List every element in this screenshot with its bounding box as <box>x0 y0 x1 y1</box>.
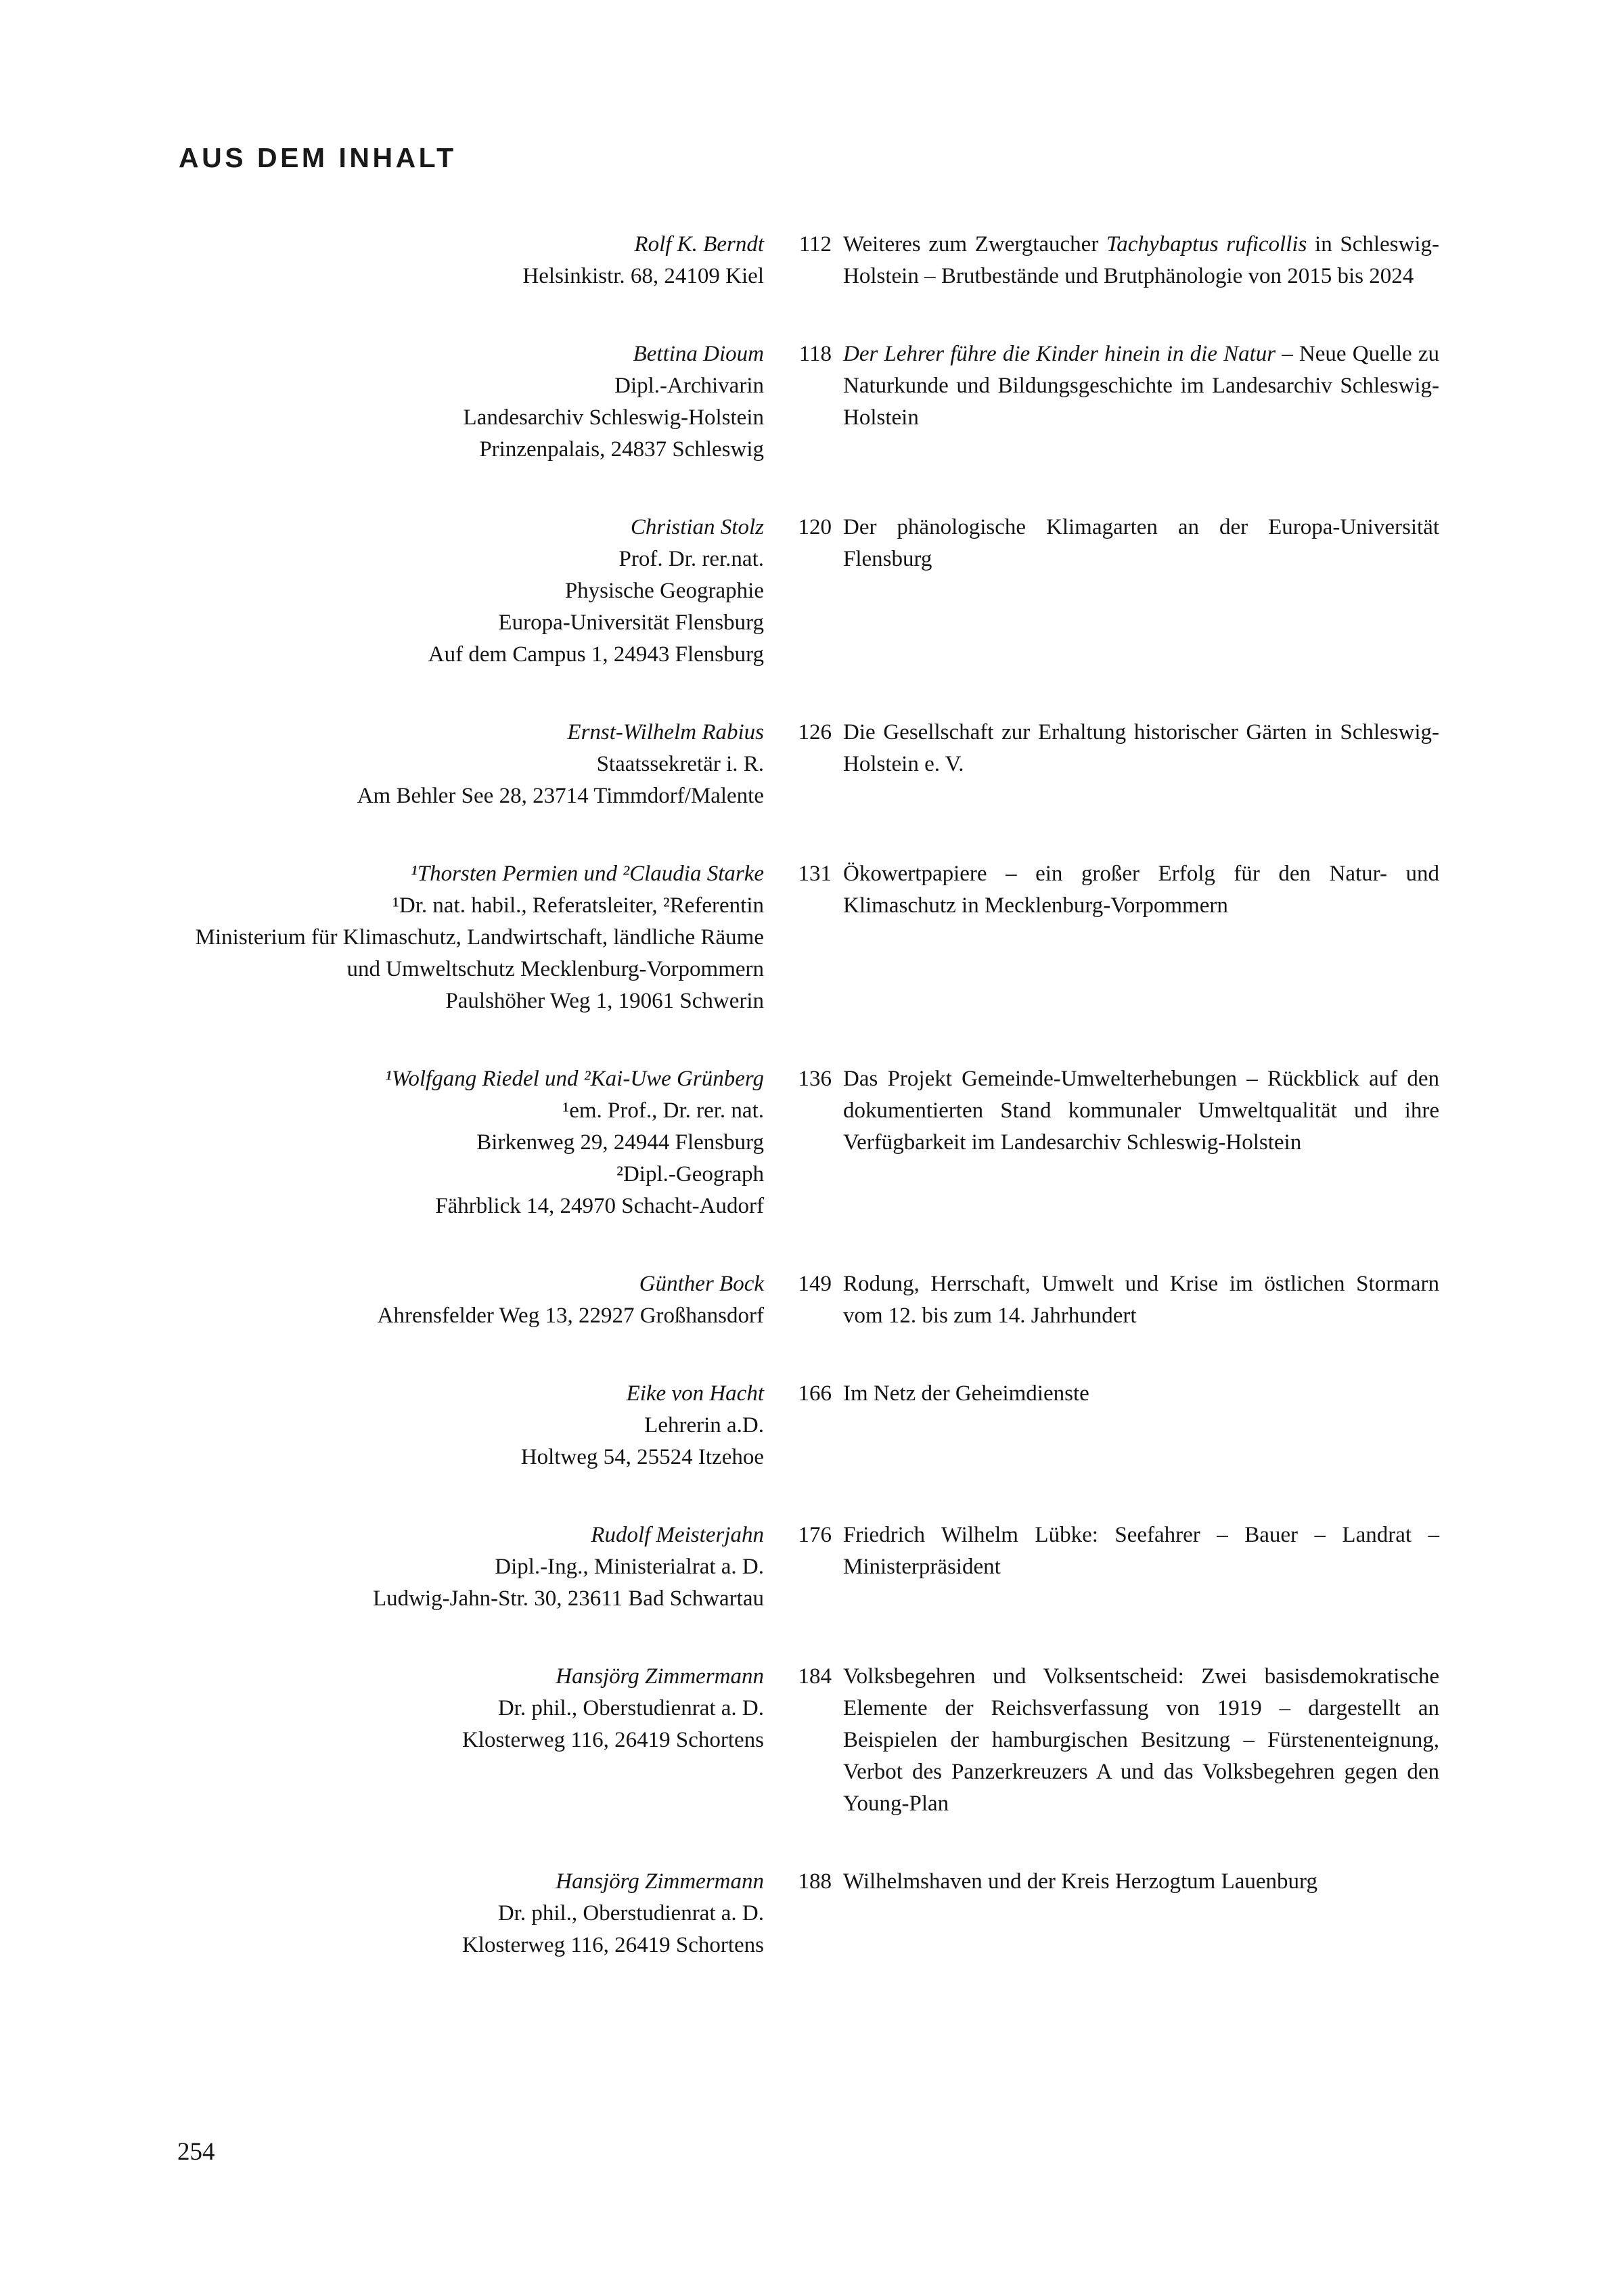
title-segment: Volksbegehren und Volksentscheid: Zwei basisdemokratische Elemente der Reichsverfassung von 1919 – dargestellt an Beispielen der hamburgischen Besitzung – Fürstenenteignung, Verbot des Panzerkreuzers A und das Volksbegehren gegen den Young-Plan <box>843 1664 1439 1816</box>
title-segment: Tachybaptus ruficollis <box>1106 232 1307 257</box>
author-block <box>179 1866 764 1961</box>
author-line: Eike von Hacht <box>626 1381 764 1406</box>
toc-entry <box>179 1378 1451 1473</box>
author-block <box>179 1519 764 1615</box>
toc-entry <box>179 858 1451 1017</box>
author-line: Rolf K. Berndt <box>634 232 764 257</box>
author-line: Auf dem Campus 1, 24943 Flensburg <box>428 642 764 667</box>
article-title <box>832 338 1439 466</box>
author-line: Christian Stolz <box>630 515 764 539</box>
article-page-number: 188 <box>798 1869 832 1894</box>
article-page-number: 120 <box>798 515 832 539</box>
toc-entry <box>179 1063 1451 1222</box>
article-page-number: 126 <box>798 720 832 744</box>
author-line: Physische Geographie <box>564 579 764 603</box>
entries-list <box>179 229 1451 2007</box>
author-block <box>179 1063 764 1222</box>
toc-entry <box>179 1519 1451 1615</box>
author-line: Holtweg 54, 25524 Itzehoe <box>520 1445 764 1469</box>
toc-entry <box>179 1268 1451 1332</box>
author-line: Ludwig-Jahn-Str. 30, 23611 Bad Schwartau <box>372 1586 764 1611</box>
author-block <box>179 229 764 292</box>
page-title: AUS DEM INHALT <box>179 142 457 173</box>
author-line: Landesarchiv Schleswig-Holstein <box>463 405 764 430</box>
author-line: Günther Bock <box>639 1272 764 1296</box>
author-line: Prof. Dr. rer.nat. <box>618 547 764 571</box>
author-block <box>179 1378 764 1473</box>
author-line: Dipl.-Ing., Ministerialrat a. D. <box>495 1555 764 1579</box>
article-title <box>832 1519 1439 1615</box>
toc-entry <box>179 229 1451 292</box>
title-segment: Der Lehrer führe die Kinder hinein in die Natur <box>843 342 1276 366</box>
author-line: Klosterweg 116, 26419 Schortens <box>461 1728 764 1752</box>
article-title <box>832 1661 1439 1820</box>
author-line: Hansjörg Zimmermann <box>556 1869 764 1894</box>
author-block <box>179 1268 764 1332</box>
author-line: ¹em. Prof., Dr. rer. nat. <box>562 1098 764 1123</box>
author-line: Dipl.-Archivarin <box>614 374 764 398</box>
article-title <box>832 717 1439 812</box>
author-line: Bettina Dioum <box>633 342 764 366</box>
author-line: Fährblick 14, 24970 Schacht-Audorf <box>435 1194 764 1218</box>
article-title <box>832 1268 1439 1332</box>
title-segment: Wilhelmshaven und der Kreis Herzogtum Lauenburg <box>843 1869 1317 1894</box>
title-segment: in Schleswig-Holstein – Brutbestände und Brutphänologie von 2015 bis 2024 <box>843 232 1439 288</box>
author-line: Hansjörg Zimmermann <box>556 1664 764 1689</box>
author-line: Staatssekretär i. R. <box>596 752 764 776</box>
author-block <box>179 338 764 466</box>
article-page-number: 166 <box>798 1381 832 1406</box>
author-line: Paulshöher Weg 1, 19061 Schwerin <box>445 989 764 1013</box>
toc-entry <box>179 717 1451 812</box>
author-block <box>179 858 764 1017</box>
title-segment: Friedrich Wilhelm Lübke: Seefahrer – Bauer – Landrat – Ministerpräsident <box>843 1523 1439 1579</box>
title-segment: Das Projekt Gemeinde-Umwelterhebungen – Rückblick auf den dokumentierten Stand kommunaler Umweltqualität und ihre Verfügbarkeit im Landesarchiv Schleswig-Holstein <box>843 1067 1439 1155</box>
author-line: Am Behler See 28, 23714 Timmdorf/Malente <box>357 784 764 808</box>
toc-entry <box>179 338 1451 466</box>
article-title <box>832 858 1439 1017</box>
title-segment: Weiteres zum Zwergtaucher <box>843 232 1106 257</box>
title-segment: – Neue Quelle zu Naturkunde und Bildungsgeschichte im Landesarchiv Schleswig-Holstein <box>843 342 1439 430</box>
title-segment: Die Gesellschaft zur Erhaltung historischer Gärten in Schleswig-Holstein e. V. <box>843 720 1439 776</box>
toc-entry <box>179 1661 1451 1820</box>
author-line: Dr. phil., Oberstudienrat a. D. <box>497 1696 764 1720</box>
article-title <box>832 1866 1439 1961</box>
title-segment: Ökowertpapiere – ein großer Erfolg für den Natur- und Klimaschutz in Mecklenburg-Vorpommern <box>843 862 1439 918</box>
title-segment: Der phänologische Klimagarten an der Europa-Universität Flensburg <box>843 515 1439 571</box>
article-page-number: 118 <box>798 342 832 366</box>
author-line: ¹Wolfgang Riedel und ²Kai-Uwe Grünberg <box>385 1067 764 1091</box>
author-line: Lehrerin a.D. <box>644 1413 764 1438</box>
author-line: Helsinkistr. 68, 24109 Kiel <box>522 264 764 288</box>
author-line: Europa-Universität Flensburg <box>498 610 764 635</box>
article-page-number: 176 <box>798 1523 832 1547</box>
title-segment: Im Netz der Geheimdienste <box>843 1381 1089 1406</box>
author-block <box>179 512 764 671</box>
author-line: ¹Dr. nat. habil., Referatsleiter, ²Referentin <box>392 893 764 918</box>
article-page-number: 131 <box>798 862 832 886</box>
article-title <box>832 229 1439 292</box>
author-line: ¹Thorsten Permien und ²Claudia Starke <box>410 862 764 886</box>
author-block <box>179 1661 764 1820</box>
article-page-number: 112 <box>798 232 832 257</box>
author-line: ²Dipl.-Geograph <box>616 1162 764 1186</box>
author-line: Ahrensfelder Weg 13, 22927 Großhansdorf <box>377 1304 764 1328</box>
author-block <box>179 717 764 812</box>
folio-page-number: 254 <box>177 2138 215 2166</box>
author-line: Prinzenpalais, 24837 Schleswig <box>479 437 764 462</box>
article-page-number: 184 <box>798 1664 832 1689</box>
author-line: Birkenweg 29, 24944 Flensburg <box>476 1130 764 1155</box>
toc-entry <box>179 512 1451 671</box>
article-page-number: 149 <box>798 1272 832 1296</box>
title-segment: Rodung, Herrschaft, Umwelt und Krise im östlichen Stormarn vom 12. bis zum 14. Jahrhundert <box>843 1272 1439 1328</box>
toc-entry <box>179 1866 1451 1961</box>
author-line: Ministerium für Klimaschutz, Landwirtschaft, ländliche Räume und Umweltschutz Mecklenburg-Vorpommern <box>195 925 764 981</box>
author-line: Rudolf Meisterjahn <box>591 1523 764 1547</box>
article-title <box>832 1063 1439 1222</box>
author-line: Ernst-Wilhelm Rabius <box>567 720 764 744</box>
article-page-number: 136 <box>798 1067 832 1091</box>
author-line: Dr. phil., Oberstudienrat a. D. <box>497 1901 764 1925</box>
article-title <box>832 1378 1439 1473</box>
author-line: Klosterweg 116, 26419 Schortens <box>461 1933 764 1957</box>
article-title <box>832 512 1439 671</box>
